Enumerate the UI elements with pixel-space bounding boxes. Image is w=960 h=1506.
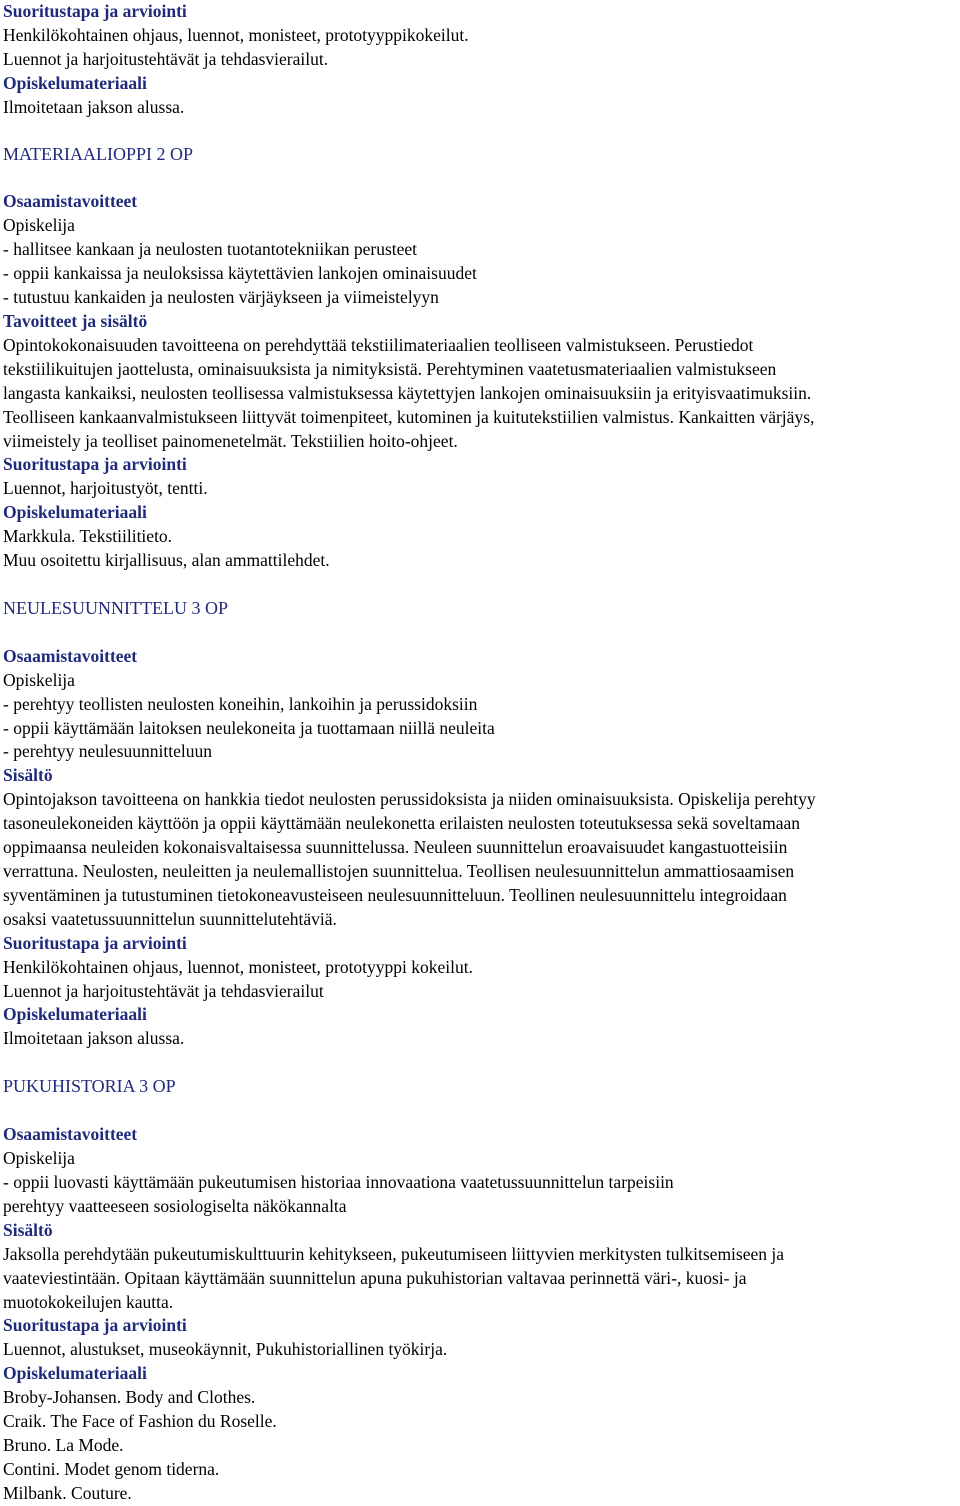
- section-heading: Suoritustapa ja arviointi: [3, 932, 187, 953]
- section-heading: Suoritustapa ja arviointi: [3, 1315, 187, 1336]
- reference-item: Milbank. Couture.: [3, 1482, 132, 1503]
- section-heading: Osaamistavoitteet: [3, 645, 138, 666]
- list-item: - oppii käyttämään laitoksen neulekoneita ja tuottamaan niillä neuleita: [3, 717, 495, 738]
- paragraph-line: osaksi vaatetussuunnittelun suunnittelutehtäviä.: [3, 908, 337, 929]
- paragraph-line: muotokokeilujen kautta.: [3, 1291, 174, 1312]
- paragraph-line: Opiskelija: [3, 215, 75, 236]
- section-heading: Suoritustapa ja arviointi: [3, 454, 187, 475]
- paragraph-line: Markkula. Tekstiilitieto.: [3, 526, 173, 547]
- course-title: MATERIAALIOPPI 2 OP: [3, 143, 194, 164]
- reference-item: Broby-Johansen. Body and Clothes.: [3, 1387, 256, 1408]
- list-item: - oppii luovasti käyttämään pukeutumisen historiaa innovaationa vaatetussuunnittelun tarpeisiin: [3, 1171, 674, 1192]
- paragraph-line: Luennot ja harjoitustehtävät ja tehdasvierailut.: [3, 48, 329, 69]
- list-item: - hallitsee kankaan ja neulosten tuotantotekniikan perusteet: [3, 239, 418, 260]
- paragraph-line: Henkilökohtainen ohjaus, luennot, monisteet, prototyyppi kokeilut.: [3, 956, 474, 977]
- reference-item: Contini. Modet genom tiderna.: [3, 1458, 220, 1479]
- paragraph-line: Muu osoitettu kirjallisuus, alan ammattilehdet.: [3, 550, 330, 571]
- section-heading: Sisältö: [3, 765, 53, 786]
- section-heading: Tavoitteet ja sisältö: [3, 310, 148, 331]
- list-item: - oppii kankaissa ja neuloksissa käytettävien lankojen ominaisuudet: [3, 263, 477, 284]
- list-item: - perehtyy teollisten neulosten koneihin, lankoihin ja perussidoksiin: [3, 693, 478, 714]
- paragraph-line: viimeistely ja teolliset painomenetelmät. Tekstiilien hoito-ohjeet.: [3, 430, 458, 451]
- paragraph-line: Jaksolla perehdytään pukeutumiskulttuurin kehitykseen, pukeutumiseen liittyvien merkitysten tulkitsemiseen ja: [3, 1243, 785, 1264]
- paragraph-line: Opiskelija: [3, 669, 75, 690]
- paragraph-line: tasoneulekoneiden käyttöön ja oppii käyttämään neulekonetta erilaisten neulosten toteutuksessa sekä soveltamaan: [3, 813, 800, 834]
- section-heading: Osaamistavoitteet: [3, 191, 138, 212]
- list-item: perehtyy vaatteeseen sosiologiselta näkökannalta: [3, 1195, 347, 1216]
- paragraph-line: Ilmoitetaan jakson alussa.: [3, 96, 185, 117]
- paragraph-line: Ilmoitetaan jakson alussa.: [3, 1028, 185, 1049]
- paragraph-line: Opintojakson tavoitteena on hankkia tiedot neulosten perussidoksista ja niiden ominaisuuksista. Opiskelija perehtyy: [3, 789, 816, 810]
- reference-item: Bruno. La Mode.: [3, 1434, 124, 1455]
- paragraph-line: Luennot, alustukset, museokäynnit, Pukuhistoriallinen työkirja.: [3, 1339, 448, 1360]
- section-heading: Sisältö: [3, 1219, 53, 1240]
- section-heading: Opiskelumateriaali: [3, 72, 147, 93]
- section-heading: Opiskelumateriaali: [3, 1363, 147, 1384]
- paragraph-line: Teolliseen kankaanvalmistukseen liittyvät toimenpiteet, kutominen ja kuitutekstiilien valmistus. Kankaitten värjäys,: [3, 406, 815, 427]
- paragraph-line: tekstiilikuitujen jaottelusta, ominaisuuksista ja nimityksistä. Perehtyminen vaatetusmateriaalien valmistukseen: [3, 358, 777, 379]
- paragraph-line: vaateviestintään. Opitaan käyttämään suunnittelun apuna pukuhistorian valtavaa perinnettä väri-, kuosi- ja: [3, 1267, 747, 1288]
- paragraph-line: langasta kankaiksi, neulosten teollisessa valmistuksessa käytettyjen lankojen ominaisuuksiin ja erityisvaatimuksiin.: [3, 382, 812, 403]
- section-heading: Osaamistavoitteet: [3, 1124, 138, 1145]
- section-heading: Opiskelumateriaali: [3, 1004, 147, 1025]
- paragraph-line: verrattuna. Neulosten, neuleitten ja neulemallistojen suunnittelua. Teollisen neulesuunnittelun ammattiosaamisen: [3, 861, 795, 881]
- reference-item: Craik. The Face of Fashion du Roselle.: [3, 1411, 277, 1432]
- paragraph-line: oppimaansa neuleiden kokonaisvaltaisessa suunnittelussa. Neuleen suunnittelun eroavaisuudet kangastuotteisiin: [3, 837, 788, 858]
- paragraph-line: Luennot ja harjoitustehtävät ja tehdasvierailut: [3, 980, 324, 1001]
- section-heading: Opiskelumateriaali: [3, 502, 147, 523]
- paragraph-line: Opintokokonaisuuden tavoitteena on perehdyttää tekstiilimateriaalien teolliseen valmistukseen. Perustiedot: [3, 334, 754, 355]
- section-heading: Suoritustapa ja arviointi: [3, 1, 187, 21]
- list-item: - perehtyy neulesuunnitteluun: [3, 741, 212, 762]
- list-item: - tutustuu kankaiden ja neulosten värjäykseen ja viimeistelyyn: [3, 287, 439, 308]
- paragraph-line: Opiskelija: [3, 1148, 75, 1169]
- course-title: PUKUHISTORIA 3 OP: [3, 1076, 176, 1097]
- paragraph-line: Henkilökohtainen ohjaus, luennot, monisteet, prototyyppikokeilut.: [3, 24, 469, 45]
- course-title: NEULESUUNNITTELU 3 OP: [3, 597, 228, 618]
- paragraph-line: Luennot, harjoitustyöt, tentti.: [3, 478, 208, 499]
- paragraph-line: syventäminen ja tutustuminen tietokoneavusteiseen neulesuunnitteluun. Teollinen neulesuunnittelu integroidaan: [3, 884, 787, 905]
